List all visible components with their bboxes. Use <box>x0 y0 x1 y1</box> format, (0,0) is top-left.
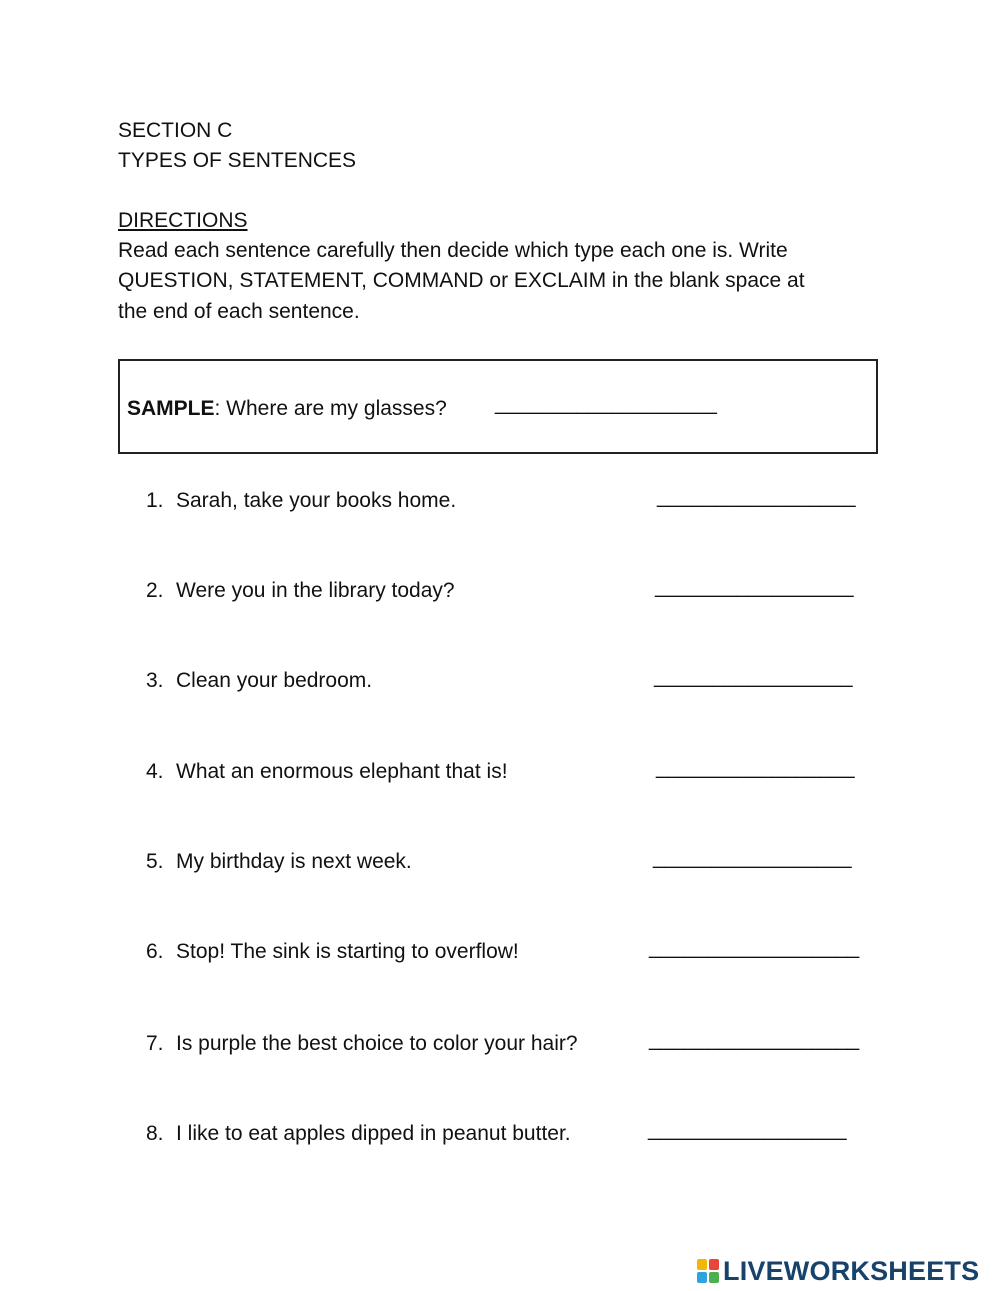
sample-box <box>118 359 878 454</box>
item-number: 6. <box>146 940 164 963</box>
item-sentence: Stop! The sink is starting to overflow! <box>176 940 519 963</box>
item-sentence: Clean your bedroom. <box>176 669 373 692</box>
item-number: 2. <box>146 579 164 602</box>
section-title: SECTION C <box>118 119 233 142</box>
item-sentence: My birthday is next week. <box>176 850 412 873</box>
answer-blank[interactable]: __________________ <box>649 936 860 959</box>
item-number: 7. <box>146 1032 164 1055</box>
liveworksheets-logo-icon <box>697 1259 719 1283</box>
item-sentence: Were you in the library today? <box>176 579 455 602</box>
directions-heading: DIRECTIONS <box>118 209 248 232</box>
item-number: 3. <box>146 669 164 692</box>
sample-text: : Where are my glasses? <box>214 397 447 420</box>
answer-blank[interactable]: _________________ <box>654 665 853 688</box>
section-subtitle: TYPES OF SENTENCES <box>118 149 357 172</box>
list-item <box>146 666 886 700</box>
answer-blank[interactable]: _________________ <box>653 846 852 869</box>
item-sentence: Sarah, take your books home. <box>176 489 457 512</box>
directions-text-line: the end of each sentence. <box>118 300 360 323</box>
list-item <box>146 1029 886 1063</box>
answer-blank[interactable]: _________________ <box>655 575 854 598</box>
item-number: 5. <box>146 850 164 873</box>
sample-answer-blank[interactable]: ___________________ <box>495 392 717 415</box>
liveworksheets-logo <box>697 1256 979 1286</box>
item-number: 8. <box>146 1122 164 1145</box>
item-number: 4. <box>146 760 164 783</box>
list-item <box>146 576 886 610</box>
directions-text-line: Read each sentence carefully then decide which type each one is. Write <box>118 239 788 262</box>
answer-blank[interactable]: __________________ <box>649 1028 860 1051</box>
answer-blank[interactable]: _________________ <box>656 756 855 779</box>
answer-blank[interactable]: _________________ <box>648 1118 847 1141</box>
item-sentence: Is purple the best choice to color your hair? <box>176 1032 578 1055</box>
item-number: 1. <box>146 489 164 512</box>
item-sentence: What an enormous elephant that is! <box>176 760 508 783</box>
directions-text-line: QUESTION, STATEMENT, COMMAND or EXCLAIM in the blank space at <box>118 269 805 292</box>
list-item <box>146 757 886 791</box>
answer-blank[interactable]: _________________ <box>657 485 856 508</box>
logo-text: LIVEWORKSHEETS <box>723 1256 980 1286</box>
list-item <box>146 847 886 881</box>
item-sentence: I like to eat apples dipped in peanut butter. <box>176 1122 571 1145</box>
list-item <box>146 1119 886 1153</box>
list-item <box>146 486 886 520</box>
sample-sentence <box>127 394 447 424</box>
list-item <box>146 937 886 971</box>
sample-label: SAMPLE <box>127 397 215 420</box>
